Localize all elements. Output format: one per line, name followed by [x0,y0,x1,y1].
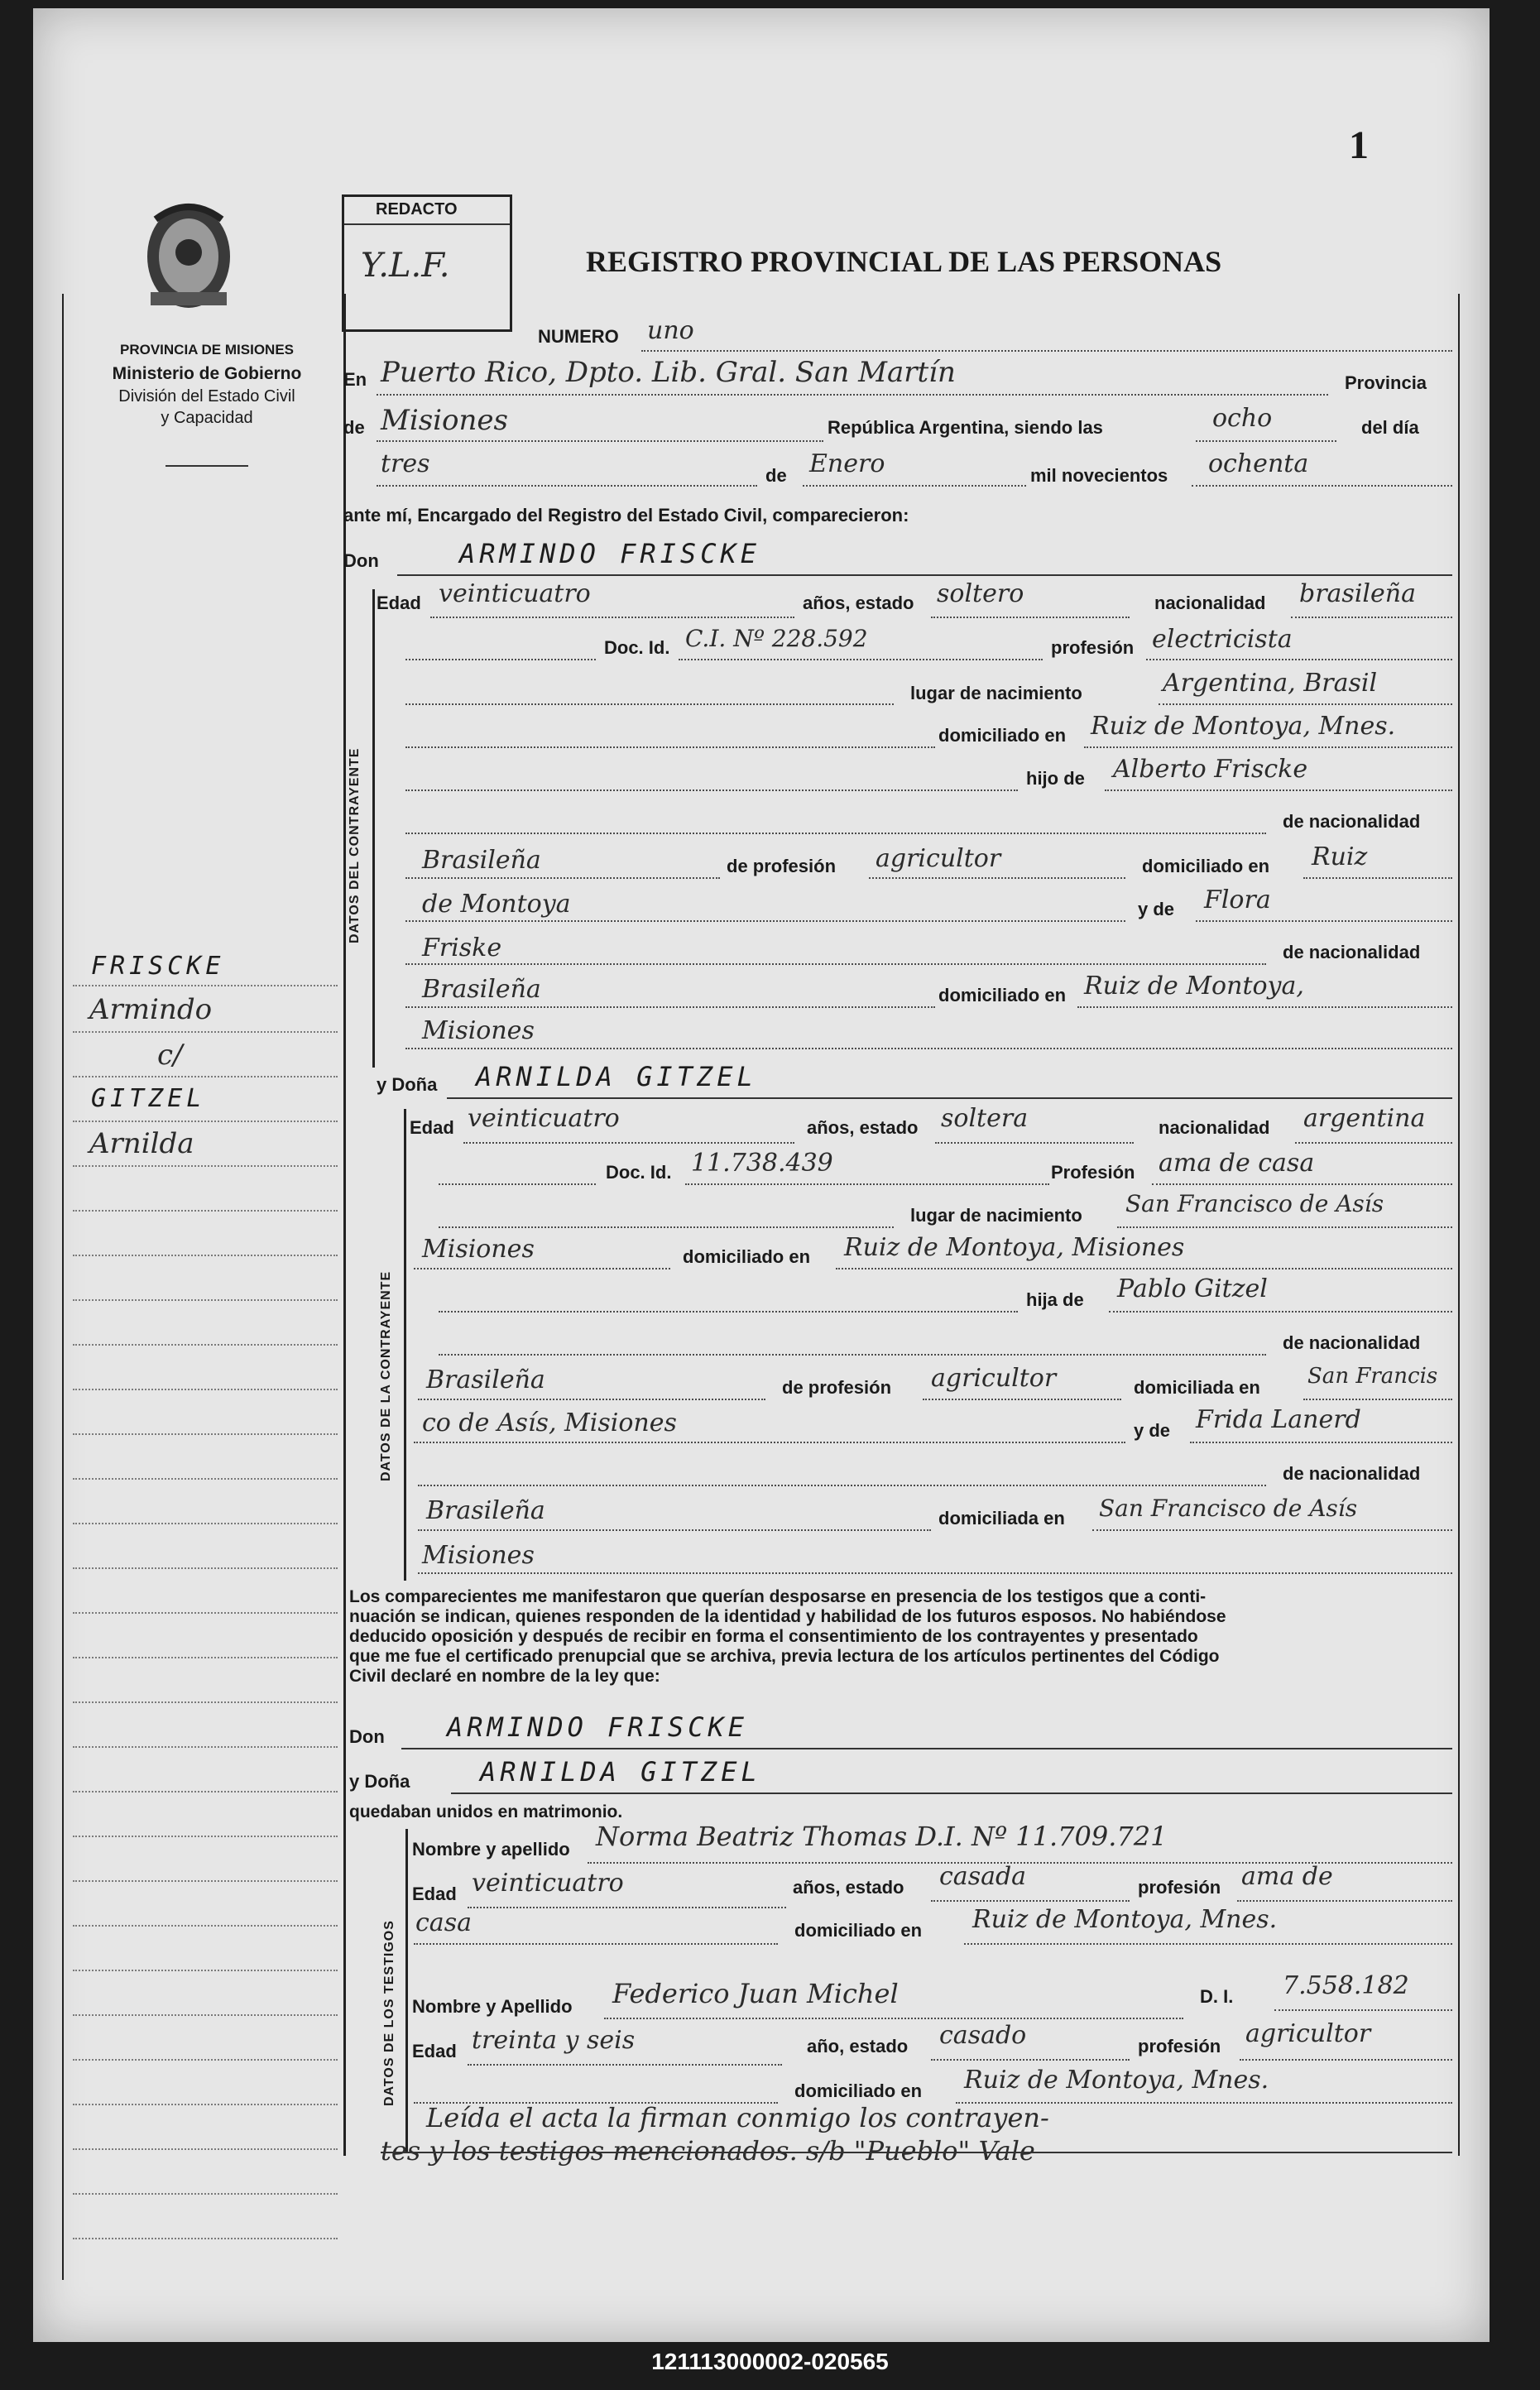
f-madre-line [1190,1442,1452,1443]
t2-prof-label: profesión [1138,2036,1221,2056]
t1-edad-label: Edad [412,1884,457,1904]
c-anos-estado: años, estado [803,593,914,613]
lugar-line [377,394,1328,396]
margin-rule [73,1389,338,1390]
f-madre-dom-2-line [418,1572,1452,1574]
c-prof-line [1146,659,1452,660]
cierre-line-1: Leída el acta la firman conmigo los contrayen- [426,2102,1049,2133]
f-dom: Ruiz de Montoya, Misiones [844,1233,1185,1262]
f-lugar-label: lugar de nacimiento [910,1205,1082,1226]
right-page-edge [1458,294,1460,2156]
c-hijo-label: hijo de [1026,768,1085,789]
t2-nombre-label: Nombre y Apellido [412,1996,573,2017]
f-madre-dom-line [1092,1529,1452,1531]
margin-rule [73,1746,338,1748]
page-number: 1 [1349,123,1369,167]
t2-nombre-line [604,2018,1183,2019]
left-note-5: Arnilda [89,1127,194,1160]
t2-dom-label: domiciliado en [794,2080,923,2101]
hora-line [1196,440,1336,442]
decl-don: ARMINDO FRISCKE [447,1711,748,1743]
f-lugar-pre-line [439,1226,894,1228]
f-padre-line [1109,1311,1452,1313]
decl-dona: ARNILDA GITZEL [480,1756,761,1788]
margin-rule [73,1836,338,1837]
margin-rule [73,1121,338,1122]
don-line [397,574,1452,576]
t1-estado: casada [939,1862,1027,1891]
t2-edad-line [468,2064,782,2066]
c-padre: Alberto Friscke [1113,755,1308,784]
t1-prof: ama de [1241,1862,1333,1891]
c-madre-dom-2: Misiones [422,1016,535,1045]
f-nac-line [1295,1142,1452,1144]
f-prof: ama de casa [1159,1149,1315,1178]
declaration-line-4: que me fue el certificado prenupcial que se archiva, previa lectura de los artículos pertinentes del Código [349,1647,1220,1666]
c-doc-pre-line [405,659,596,660]
c-dom-pre-line [405,746,935,748]
f-nac-pre-line [439,1354,1266,1356]
f-lugar-line [1117,1226,1452,1228]
left-ministry: Ministerio de Gobierno [112,364,302,383]
f-padre-nac-line [418,1399,765,1400]
c-dom-en-2: domiciliado en [938,985,1067,1005]
f-prof-label: Profesión [1051,1162,1135,1183]
c-edad: veinticuatro [439,579,591,608]
decl-don-label: Don [349,1726,385,1747]
f-padre: Pablo Gitzel [1117,1274,1268,1303]
f-doc-pre-line [439,1183,596,1185]
f-dom-en: domiciliada en [1134,1377,1260,1398]
provincial-seal-icon [139,194,238,319]
t2-nombre: Federico Juan Michel [612,1978,899,2009]
margin-rule [73,1210,338,1212]
margin-rule [73,1657,338,1658]
contrayente-bracket [372,589,375,1068]
c-de-nac: de nacionalidad [1283,811,1421,832]
f-estado: soltera [941,1104,1029,1133]
c-madre-nac-line [405,1006,935,1008]
dona-name: ARNILDA GITZEL [476,1061,757,1092]
margin-rule [73,1523,338,1524]
mil-label: mil novecientos [1030,465,1168,486]
c-padre-line [1105,789,1452,791]
t1-edad-line [468,1907,786,1908]
f-edad-line [463,1142,794,1144]
anio-value: ochenta [1208,449,1309,478]
t2-di-line [1274,2009,1452,2011]
left-note-2: Armindo [89,993,213,1026]
c-padre-prof-line [869,877,1125,879]
c-padre-nac-line [405,877,720,879]
margin-rule [73,1031,338,1033]
f-de-nac-2: de nacionalidad [1283,1463,1421,1484]
numero-label: NUMERO [538,326,619,347]
f-doc-line [685,1183,1049,1185]
c-lugar-line [1159,703,1452,705]
mes-value: Enero [809,449,885,478]
f-padre-dom-line [1303,1399,1452,1400]
left-note-1: FRISCKE [91,952,225,981]
provincia-line [377,440,823,442]
t1-prof-2: casa [415,1908,472,1937]
c-prof: electricista [1152,625,1293,654]
f-dom-label: domiciliado en [683,1246,811,1267]
c-padre-dom-1: Ruiz [1312,842,1368,871]
c-nac-line [1291,617,1452,618]
declaration-line-1: Los comparecientes me manifestaron que querían desposarse en presencia de los testigos que a conti- [349,1587,1207,1606]
anio-line [1192,485,1452,487]
left-header-rule [166,465,248,467]
t1-nombre: Norma Beatriz Thomas D.I. Nº 11.709.721 [596,1821,1168,1852]
de-label: de [343,417,365,438]
c-dom-label: domiciliado en [938,725,1067,746]
declaration-line-5: Civil declaré en nombre de la ley que: [349,1667,660,1686]
bottom-rule [381,2152,1452,2153]
margin-rule [73,1076,338,1077]
margin-rule [73,1299,338,1301]
f-madre-nac: Brasileña [426,1496,545,1525]
c-padre-dom-2-line [405,920,1125,922]
f-anos-estado: años, estado [807,1117,919,1138]
stamp-rule [344,223,510,225]
t2-edad: treinta y seis [472,2026,636,2055]
decl-dona-label: y Doña [349,1771,410,1792]
c-estado: soltero [937,579,1024,608]
margin-rule [73,985,338,986]
declaration-line-3: deducido oposición y después de recibir en forma el consentimiento de los contrayentes y presentado [349,1627,1198,1646]
c-madre-1: Flora [1204,885,1271,914]
archive-code: 121113000002-020565 [651,2349,889,2374]
provincia-value: Misiones [381,404,508,437]
f-edad-label: Edad [410,1117,454,1138]
t1-prof-line [1237,1900,1452,1902]
don-label: Don [343,550,379,571]
numero-value: uno [647,316,694,345]
c-madre-2-line [405,963,1266,965]
f-lugar-2: Misiones [422,1235,535,1264]
redacto-stamp [342,194,512,332]
c-madre-dom: Ruiz de Montoya, [1084,972,1304,1001]
c-dom-en: domiciliado en [1142,856,1270,876]
left-province: PROVINCIA DE MISIONES [119,342,294,358]
margin-rule [73,1880,338,1882]
redacto-mark: Y.L.F. [361,247,450,285]
c-edad-label: Edad [377,593,421,613]
margin-rule [73,1255,338,1256]
margin-rule [73,1165,338,1167]
f-madre-dom-2: Misiones [422,1541,535,1570]
c-doc-label: Doc. Id. [604,637,670,658]
margin-rule [73,1478,338,1480]
c-y-de: y de [1138,899,1175,919]
republica-text: República Argentina, siendo las [828,417,1103,438]
t1-nombre-label: Nombre y apellido [412,1839,570,1860]
f-de-nac: de nacionalidad [1283,1332,1421,1353]
left-margin-line [62,294,64,2280]
f-madre: Frida Lanerd [1196,1405,1361,1434]
t2-edad-label: Edad [412,2041,457,2061]
left-division-2: y Capacidad [161,409,253,427]
margin-rule [73,2193,338,2195]
f-padre-prof-line [923,1399,1121,1400]
don-name: ARMINDO FRISCKE [459,538,760,569]
c-lugar-pre-line [405,703,894,705]
c-madre-nac: Brasileña [422,975,541,1004]
mes-line [803,485,1026,487]
lugar-value: Puerto Rico, Dpto. Lib. Gral. San Martín [381,356,956,389]
c-padre-prof: agricultor [876,844,1001,873]
page-title: REGISTRO PROVINCIAL DE LAS PERSONAS [586,245,1222,278]
f-dom-en-2: domiciliada en [938,1508,1065,1529]
f-padre-dom-1: San Francis [1307,1364,1438,1389]
f-nac-label: nacionalidad [1159,1117,1270,1138]
cierre-line-2: tes y los testigos mencionados. s/b "Pueblo" Vale [381,2135,1035,2167]
f-madre-nac-line [418,1529,931,1531]
f-nac: argentina [1303,1104,1426,1133]
provincia-label: Provincia [1345,372,1427,393]
en-label: En [343,369,367,390]
c-estado-line [931,617,1130,618]
f-madre-dom: San Francisco de Asís [1099,1495,1358,1522]
numero-line [641,350,1452,352]
f-doc: 11.738.439 [691,1149,833,1178]
ante-text: ante mí, Encargado del Registro del Estado Civil, comparecieron: [343,505,909,526]
left-division-1: División del Estado Civil [118,387,295,406]
dia-line [377,485,757,487]
margin-rule [73,1701,338,1703]
c-hijo-pre-line [405,789,1018,791]
body-margin-line [343,294,346,2156]
margin-rule [73,1791,338,1792]
hora-value: ocho [1212,404,1273,433]
f-padre-dom-2: co de Asís, Misiones [422,1409,677,1437]
c-doc: C.I. Nº 228.592 [685,625,868,652]
testigos-bracket [405,1829,408,2153]
f-prof-line [1152,1183,1452,1185]
t1-dom: Ruiz de Montoya, Mnes. [972,1905,1278,1934]
t2-dom: Ruiz de Montoya, Mnes. [964,2066,1269,2095]
t1-prof-label: profesión [1138,1877,1221,1898]
dona-line [447,1097,1452,1099]
margin-rule [73,2059,338,2061]
declaration-line-2: nuación se indican, quienes responden de la identidad y habilidad de los futuros esposos. No habiéndose [349,1607,1226,1626]
dona-label: y Doña [377,1074,438,1095]
c-padre-dom-2: de Montoya [422,890,571,919]
margin-rule [73,2104,338,2105]
c-edad-line [430,617,794,618]
t2-di-label: D. I. [1200,1986,1234,2007]
register-page [33,8,1490,2342]
redacto-label: REDACTO [376,200,458,218]
c-madre-2: Friske [422,933,502,962]
c-doc-line [679,659,1043,660]
c-madre-line [1196,920,1452,922]
contrayente-side-label: DATOS DEL CONTRAYENTE [348,747,362,943]
c-nac-label: nacionalidad [1154,593,1266,613]
c-prof-label: profesión [1051,637,1135,658]
c-madre-dom-line [1077,1006,1452,1008]
t1-edad: veinticuatro [472,1869,624,1898]
margin-rule [73,2014,338,2016]
margin-rule [73,1344,338,1346]
t2-prof: agricultor [1245,2019,1371,2048]
t1-estado-line [931,1900,1130,1902]
f-hija-label: hija de [1026,1289,1084,1310]
c-dom: Ruiz de Montoya, Mnes. [1091,712,1396,741]
c-nac-pre-line [405,833,1266,834]
f-dom-line [836,1268,1452,1269]
de-label-2: de [765,465,787,486]
t2-di: 7.558.182 [1283,1971,1409,2000]
margin-rule [73,1970,338,1971]
f-estado-line [935,1142,1134,1144]
f-hija-pre-line [439,1311,1018,1313]
decl-dona-line [451,1792,1452,1794]
t2-estado-line [931,2059,1130,2061]
c-dom-line [1084,746,1452,748]
margin-rule [73,2148,338,2150]
c-lugar: Argentina, Brasil [1163,669,1378,698]
left-note-4: GITZEL [91,1084,206,1113]
t1-dom-line [964,1943,1452,1945]
margin-rule [73,2238,338,2239]
del-dia-label: del día [1361,417,1419,438]
t1-prof-2-line [414,1943,778,1945]
f-padre-prof: agricultor [931,1364,1057,1393]
t2-estado: casado [939,2021,1027,2050]
t1-dom-label: domiciliado en [794,1920,923,1941]
c-madre-dom-2-line [405,1048,1452,1049]
t2-prof-line [1240,2059,1452,2061]
f-padre-nac: Brasileña [426,1365,545,1394]
f-y-de: y de [1134,1420,1171,1441]
f-doc-label: Doc. Id. [606,1162,672,1183]
f-de-prof: de profesión [782,1377,892,1398]
testigos-side-label: DATOS DE LOS TESTIGOS [382,1920,396,2106]
margin-rule [73,1567,338,1569]
decl-don-line [401,1748,1452,1749]
margin-rule [73,1433,338,1435]
margin-rule [73,1612,338,1614]
c-lugar-label: lugar de nacimiento [910,683,1082,703]
f-lugar: San Francisco de Asís [1125,1190,1384,1217]
contrayenta-bracket [404,1109,406,1581]
c-nac: brasileña [1299,579,1416,608]
c-padre-nac: Brasileña [422,846,541,875]
f-edad: veinticuatro [468,1104,620,1133]
t2-ano-estado: año, estado [807,2036,909,2056]
c-padre-dom-line [1303,877,1452,879]
contrayenta-side-label: DATOS DE LA CONTRAYENTE [379,1270,393,1481]
f-padre-dom-2-line [414,1442,1125,1443]
t1-anos-estado: años, estado [793,1877,904,1898]
c-de-nac-2: de nacionalidad [1283,942,1421,962]
unidos-text: quedaban unidos en matrimonio. [349,1802,623,1821]
left-note-3: c/ [157,1039,183,1072]
dia-value: tres [381,449,430,478]
margin-rule [73,1925,338,1927]
f-nac2-pre-line [418,1485,1266,1486]
c-de-prof: de profesión [727,856,837,876]
f-lugar-2-line [414,1268,670,1269]
